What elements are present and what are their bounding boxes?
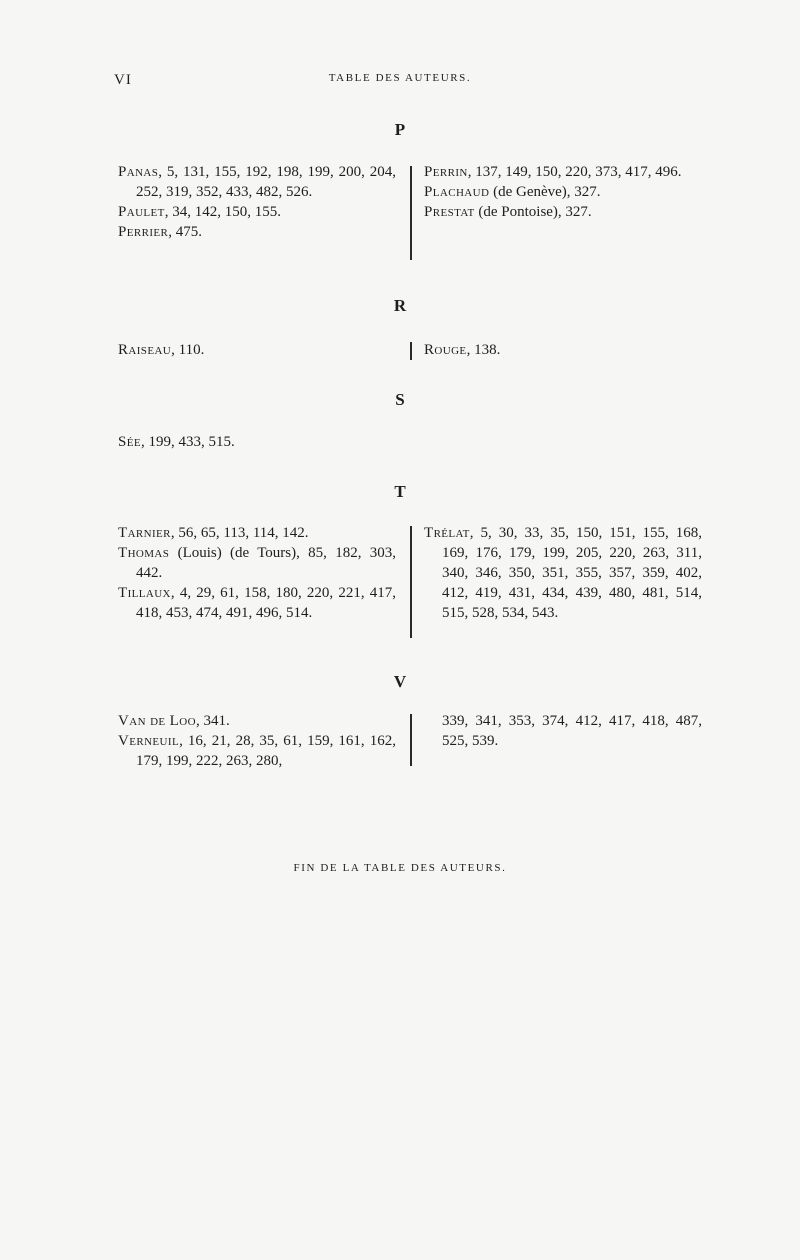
author-entry	[424, 202, 702, 222]
column-divider	[410, 714, 412, 766]
section-v-right-column	[424, 711, 702, 751]
author-entry	[424, 182, 702, 202]
author-name: Plachaud	[424, 184, 490, 200]
author-entry-continuation	[424, 711, 702, 751]
author-entry	[118, 523, 396, 543]
page-references: , 4, 29, 61, 158, 180, 220, 221, 417, 418, 453, 474, 491, 496, 514.	[136, 585, 396, 621]
section-r-left-column	[118, 340, 396, 360]
page-references: , 5, 30, 33, 35, 150, 151, 155, 168, 169, 176, 179, 199, 205, 220, 263, 311, 340, 346, 350, 351, 355, 357, 359, 402, 412, 419, 431, 434, 439, 480, 481, 514, 515, 528, 534, 543.	[442, 525, 702, 621]
section-v-left-column	[118, 711, 396, 771]
author-name: Perrier	[118, 224, 169, 240]
author-name: Rouge	[424, 342, 467, 358]
page-references: , 138.	[466, 342, 501, 358]
author-entry	[118, 162, 396, 202]
author-entry	[118, 543, 396, 583]
column-divider	[410, 166, 412, 260]
page-references: , 34, 142, 150, 155.	[164, 204, 282, 220]
author-name: Verneuil	[118, 733, 180, 749]
page-references: , 199, 433, 515.	[140, 434, 235, 450]
page-references: (de Pontoise), 327.	[474, 204, 592, 220]
page-references: , 110.	[171, 342, 205, 358]
author-name: Panas	[118, 164, 159, 180]
page-references: , 341.	[195, 713, 230, 729]
end-of-table-text: FIN DE LA TABLE DES AUTEURS.	[293, 862, 507, 874]
section-s-left-column	[118, 432, 396, 452]
author-name: Thomas	[118, 545, 170, 561]
page-references: , 56, 65, 113, 114, 142.	[170, 525, 309, 541]
section-letter-r: R	[393, 296, 407, 315]
author-name: Paulet	[118, 204, 165, 220]
author-entry	[118, 583, 396, 623]
author-name: Tarnier	[118, 525, 171, 541]
author-entry	[424, 523, 702, 623]
author-name: Perrin	[424, 164, 468, 180]
section-t-left-column	[118, 523, 396, 623]
author-name: Tillaux	[118, 585, 171, 601]
column-divider	[410, 342, 412, 360]
page-number: VI	[114, 72, 132, 88]
section-t-right-column	[424, 523, 702, 623]
author-name: Trélat	[424, 525, 470, 541]
section-letter-t: T	[394, 482, 406, 501]
page-references: (Louis) (de Tours), 85, 182, 303, 442.	[136, 545, 396, 581]
author-entry	[118, 222, 396, 242]
column-divider	[410, 526, 412, 638]
author-name: Sée	[118, 434, 141, 450]
page-references: 339, 341, 353, 374, 412, 417, 418, 487, 525, 539.	[442, 713, 702, 749]
author-name: Van de Loo	[118, 713, 196, 729]
section-r-right-column	[424, 340, 702, 360]
author-entry	[118, 711, 396, 731]
author-entry	[424, 162, 702, 182]
author-entry	[424, 340, 702, 360]
page-references: (de Genève), 327.	[489, 184, 601, 200]
page-references: , 16, 21, 28, 35, 61, 159, 161, 162, 179, 199, 222, 263, 280,	[136, 733, 396, 769]
author-name: Prestat	[424, 204, 475, 220]
section-letter-v: V	[393, 672, 407, 691]
page-references: , 137, 149, 150, 220, 373, 417, 496.	[467, 164, 682, 180]
author-name: Raiseau	[118, 342, 172, 358]
section-letter-s: S	[395, 390, 405, 409]
author-entry	[118, 432, 396, 452]
page-references: , 475.	[168, 224, 203, 240]
author-entry	[118, 340, 396, 360]
section-p-left-column	[118, 162, 396, 242]
running-head: TABLE DES AUTEURS.	[328, 72, 472, 84]
author-entry	[118, 731, 396, 771]
section-letter-p: P	[394, 120, 406, 139]
page-references: , 5, 131, 155, 192, 198, 199, 200, 204, 252, 319, 352, 433, 482, 526.	[136, 164, 396, 200]
author-entry	[118, 202, 396, 222]
section-p-right-column	[424, 162, 702, 222]
